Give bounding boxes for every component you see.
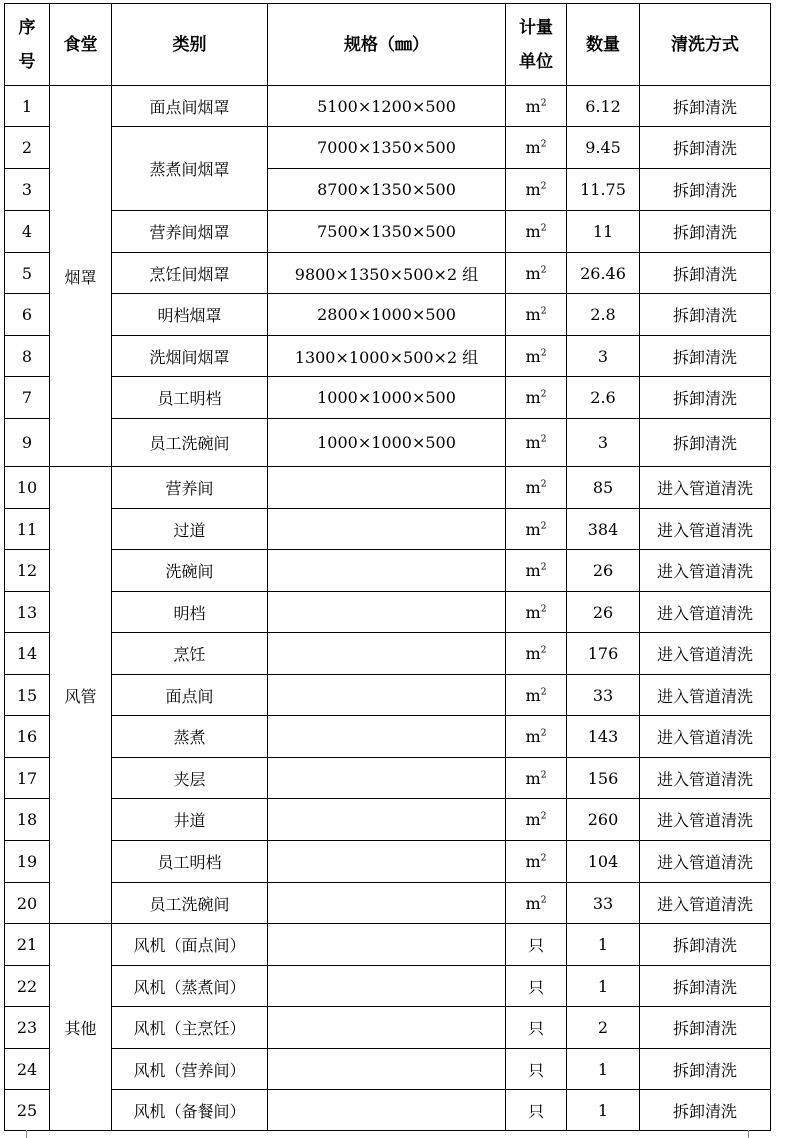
cell-unit xyxy=(506,467,567,509)
unit-text: m xyxy=(525,602,541,622)
cell-category: 员工洗碗间 xyxy=(112,883,268,924)
cell-unit xyxy=(506,966,567,1007)
table-body xyxy=(5,86,771,1131)
cell-method: 拆卸清洗 xyxy=(640,169,771,211)
table-row xyxy=(5,841,771,883)
cell-canteen: 烟罩 xyxy=(50,86,112,467)
cell-qty: 2.6 xyxy=(567,377,640,419)
cell-method: 进入管道清洗 xyxy=(640,799,771,841)
cell-category: 营养间 xyxy=(112,467,268,509)
unit-text: m xyxy=(525,180,541,199)
cell-unit xyxy=(506,509,567,550)
cell-seq: 23 xyxy=(5,1007,50,1049)
cell-unit xyxy=(506,336,567,377)
cell-method: 拆卸清洗 xyxy=(640,1049,771,1090)
cell-spec xyxy=(268,758,506,799)
cell-category: 洗烟间烟罩 xyxy=(112,336,268,377)
cell-category: 风机（营养间） xyxy=(112,1049,268,1090)
cell-spec xyxy=(268,1007,506,1049)
cell-qty: 6.12 xyxy=(567,86,640,127)
unit-superscript: 2 xyxy=(540,562,547,573)
unit-text: m xyxy=(525,644,541,663)
unit-superscript: 2 xyxy=(540,770,547,781)
cell-unit xyxy=(506,211,567,253)
cell-seq: 7 xyxy=(5,377,50,419)
cell-seq: 1 xyxy=(5,86,50,127)
header-category: 类别 xyxy=(112,4,268,86)
cell-qty: 104 xyxy=(567,841,640,883)
cell-method: 拆卸清洗 xyxy=(640,211,771,253)
cell-method: 拆卸清洗 xyxy=(640,336,771,377)
cell-qty: 85 xyxy=(567,467,640,509)
header-method: 清洗方式 xyxy=(640,4,771,86)
cell-unit xyxy=(506,550,567,592)
unit-superscript: 2 xyxy=(540,223,547,234)
unit-text: m xyxy=(525,893,541,913)
cell-category: 面点间 xyxy=(112,675,268,716)
unit-text: m xyxy=(525,478,541,497)
cell-spec xyxy=(268,841,506,883)
cell-method: 进入管道清洗 xyxy=(640,633,771,675)
cell-category: 过道 xyxy=(112,509,268,550)
cell-unit xyxy=(506,716,567,758)
table-row xyxy=(5,675,771,716)
cell-category: 员工明档 xyxy=(112,377,268,419)
cell-spec: 2800×1000×500 xyxy=(268,294,506,336)
unit-superscript: 2 xyxy=(540,811,547,822)
unit-text: 只 xyxy=(527,1101,544,1121)
cell-method: 拆卸清洗 xyxy=(640,377,771,419)
cell-qty: 11.75 xyxy=(567,169,640,211)
header-unit: 计量 单位 xyxy=(506,4,567,86)
cell-unit xyxy=(506,924,567,966)
cleaning-schedule-table xyxy=(4,3,771,1131)
table-row xyxy=(5,966,771,1007)
cell-unit xyxy=(506,294,567,336)
cell-seq: 15 xyxy=(5,675,50,716)
table-row xyxy=(5,799,771,841)
unit-text: m xyxy=(525,96,541,116)
cell-seq: 3 xyxy=(5,169,50,211)
cell-qty: 3 xyxy=(567,419,640,467)
cell-method: 拆卸清洗 xyxy=(640,1090,771,1131)
header-spec: 规格（㎜） xyxy=(268,4,506,86)
cell-unit xyxy=(506,253,567,294)
cell-seq: 16 xyxy=(5,716,50,758)
unit-text: m xyxy=(525,685,541,705)
cell-seq: 24 xyxy=(5,1049,50,1090)
unit-text: m xyxy=(525,727,541,746)
unit-text: m xyxy=(525,305,541,324)
page-corner-mark-right xyxy=(748,1130,749,1138)
unit-superscript: 2 xyxy=(540,728,547,739)
cell-seq: 5 xyxy=(5,253,50,294)
cell-category: 夹层 xyxy=(112,758,268,799)
cell-spec xyxy=(268,924,506,966)
cell-category: 营养间烟罩 xyxy=(112,211,268,253)
unit-superscript: 2 xyxy=(540,434,547,445)
cell-spec: 5100×1200×500 xyxy=(268,86,506,127)
cell-qty: 1 xyxy=(567,1090,640,1131)
cell-unit xyxy=(506,841,567,883)
unit-text: m xyxy=(525,433,541,452)
cell-seq: 20 xyxy=(5,883,50,924)
cell-category: 员工明档 xyxy=(112,841,268,883)
cell-category: 蒸煮 xyxy=(112,716,268,758)
cell-seq: 14 xyxy=(5,633,50,675)
unit-superscript: 2 xyxy=(540,98,547,109)
unit-superscript: 2 xyxy=(540,479,547,490)
unit-text: m xyxy=(525,810,541,829)
header-seq: 序 号 xyxy=(5,4,50,86)
cell-seq: 17 xyxy=(5,758,50,799)
cell-unit xyxy=(506,169,567,211)
table-row xyxy=(5,211,771,253)
cell-method: 进入管道清洗 xyxy=(640,509,771,550)
unit-text: 只 xyxy=(527,977,544,997)
table-row xyxy=(5,758,771,799)
cell-spec xyxy=(268,716,506,758)
cell-seq: 12 xyxy=(5,550,50,592)
cell-spec xyxy=(268,1049,506,1090)
cell-qty: 1 xyxy=(567,924,640,966)
cell-method: 拆卸清洗 xyxy=(640,1007,771,1049)
cell-category: 井道 xyxy=(112,799,268,841)
cell-method: 进入管道清洗 xyxy=(640,550,771,592)
table-row xyxy=(5,419,771,467)
table-row xyxy=(5,1090,771,1131)
cell-unit xyxy=(506,675,567,716)
table-row xyxy=(5,377,771,419)
cell-seq: 9 xyxy=(5,419,50,467)
cell-seq: 18 xyxy=(5,799,50,841)
cell-unit xyxy=(506,377,567,419)
unit-superscript: 2 xyxy=(540,139,547,150)
cell-seq: 21 xyxy=(5,924,50,966)
cell-unit xyxy=(506,86,567,127)
unit-text: m xyxy=(525,561,541,580)
cell-seq: 6 xyxy=(5,294,50,336)
unit-superscript: 2 xyxy=(540,265,547,276)
unit-superscript: 2 xyxy=(540,604,547,615)
cell-qty: 26 xyxy=(567,592,640,633)
cell-category: 风机（备餐间） xyxy=(112,1090,268,1131)
cell-seq: 10 xyxy=(5,467,50,509)
cell-spec: 7000×1350×500 xyxy=(268,127,506,169)
table-row xyxy=(5,883,771,924)
cell-qty: 2.8 xyxy=(567,294,640,336)
cell-qty: 26.46 xyxy=(567,253,640,294)
cell-spec: 9800×1350×500×2 组 xyxy=(268,253,506,294)
cell-spec xyxy=(268,966,506,1007)
table-row xyxy=(5,633,771,675)
cell-method: 拆卸清洗 xyxy=(640,294,771,336)
cell-unit xyxy=(506,592,567,633)
cell-method: 拆卸清洗 xyxy=(640,966,771,1007)
cell-qty: 33 xyxy=(567,675,640,716)
unit-text: m xyxy=(525,852,541,871)
table-row xyxy=(5,1049,771,1090)
table-row xyxy=(5,294,771,336)
unit-text: m xyxy=(525,346,541,366)
cell-method: 拆卸清洗 xyxy=(640,86,771,127)
cell-qty: 156 xyxy=(567,758,640,799)
cell-qty: 260 xyxy=(567,799,640,841)
cell-canteen: 其他 xyxy=(50,924,112,1131)
header-canteen: 食堂 xyxy=(50,4,112,86)
cell-category: 风机（蒸煮间） xyxy=(112,966,268,1007)
unit-superscript: 2 xyxy=(540,645,547,656)
table-row xyxy=(5,467,771,509)
cell-category: 面点间烟罩 xyxy=(112,86,268,127)
cell-method: 拆卸清洗 xyxy=(640,127,771,169)
cell-category: 风机（主烹饪） xyxy=(112,1007,268,1049)
cell-qty: 33 xyxy=(567,883,640,924)
cell-qty: 176 xyxy=(567,633,640,675)
cell-method: 拆卸清洗 xyxy=(640,924,771,966)
table-row xyxy=(5,509,771,550)
unit-text: 只 xyxy=(527,1019,544,1038)
cell-method: 进入管道清洗 xyxy=(640,758,771,799)
cell-category: 蒸煮间烟罩 xyxy=(112,127,268,211)
table-row xyxy=(5,716,771,758)
cell-qty: 1 xyxy=(567,1049,640,1090)
cell-method: 进入管道清洗 xyxy=(640,592,771,633)
cell-spec: 1000×1000×500 xyxy=(268,377,506,419)
cell-spec xyxy=(268,633,506,675)
unit-superscript: 2 xyxy=(540,181,547,192)
table-row xyxy=(5,127,771,169)
cell-unit xyxy=(506,883,567,924)
cell-unit xyxy=(506,1090,567,1131)
cell-spec xyxy=(268,467,506,509)
unit-text: m xyxy=(525,768,541,788)
cell-seq: 13 xyxy=(5,592,50,633)
cell-spec: 1300×1000×500×2 组 xyxy=(268,336,506,377)
header-qty: 数量 xyxy=(567,4,640,86)
table-row xyxy=(5,1007,771,1049)
cell-category: 风机（面点间） xyxy=(112,924,268,966)
cell-category: 洗碗间 xyxy=(112,550,268,592)
cell-qty: 9.45 xyxy=(567,127,640,169)
table-row xyxy=(5,253,771,294)
cell-spec xyxy=(268,799,506,841)
cell-canteen: 风管 xyxy=(50,467,112,924)
unit-text: m xyxy=(525,222,541,241)
unit-text: m xyxy=(525,263,541,283)
cell-category: 烹饪间烟罩 xyxy=(112,253,268,294)
table-row xyxy=(5,924,771,966)
cell-seq: 11 xyxy=(5,509,50,550)
cell-qty: 3 xyxy=(567,336,640,377)
unit-superscript: 2 xyxy=(540,348,547,359)
unit-superscript: 2 xyxy=(540,687,547,698)
cell-unit xyxy=(506,1049,567,1090)
cell-qty: 2 xyxy=(567,1007,640,1049)
unit-text: 只 xyxy=(527,1060,544,1080)
cell-spec xyxy=(268,550,506,592)
unit-text: m xyxy=(525,138,541,157)
table-row xyxy=(5,550,771,592)
table-row xyxy=(5,336,771,377)
cell-spec xyxy=(268,675,506,716)
cell-spec xyxy=(268,509,506,550)
cell-method: 进入管道清洗 xyxy=(640,883,771,924)
cell-spec: 8700×1350×500 xyxy=(268,169,506,211)
cell-qty: 143 xyxy=(567,716,640,758)
cell-unit xyxy=(506,127,567,169)
cell-seq: 2 xyxy=(5,127,50,169)
cell-method: 拆卸清洗 xyxy=(640,419,771,467)
cell-qty: 384 xyxy=(567,509,640,550)
unit-superscript: 2 xyxy=(540,521,547,532)
cell-method: 拆卸清洗 xyxy=(640,253,771,294)
cell-seq: 4 xyxy=(5,211,50,253)
unit-text: m xyxy=(525,388,541,407)
cell-method: 进入管道清洗 xyxy=(640,716,771,758)
cell-category: 员工洗碗间 xyxy=(112,419,268,467)
cell-seq: 25 xyxy=(5,1090,50,1131)
table-row xyxy=(5,592,771,633)
unit-text: 只 xyxy=(527,936,544,955)
cell-spec: 1000×1000×500 xyxy=(268,419,506,467)
cell-spec xyxy=(268,592,506,633)
cell-method: 进入管道清洗 xyxy=(640,467,771,509)
cell-method: 进入管道清洗 xyxy=(640,675,771,716)
cell-spec: 7500×1350×500 xyxy=(268,211,506,253)
cell-spec xyxy=(268,883,506,924)
cell-seq: 8 xyxy=(5,336,50,377)
cell-qty: 1 xyxy=(567,966,640,1007)
cell-qty: 26 xyxy=(567,550,640,592)
cell-spec xyxy=(268,1090,506,1131)
cell-category: 烹饪 xyxy=(112,633,268,675)
header-row xyxy=(5,4,771,86)
cell-seq: 19 xyxy=(5,841,50,883)
cell-unit xyxy=(506,758,567,799)
cell-unit xyxy=(506,419,567,467)
page-corner-mark-left xyxy=(26,1130,27,1138)
unit-superscript: 2 xyxy=(540,853,547,864)
cell-category: 明档 xyxy=(112,592,268,633)
unit-superscript: 2 xyxy=(540,895,547,906)
cell-unit xyxy=(506,1007,567,1049)
cell-method: 进入管道清洗 xyxy=(640,841,771,883)
unit-text: m xyxy=(525,519,541,539)
cell-seq: 22 xyxy=(5,966,50,1007)
cell-unit xyxy=(506,633,567,675)
cell-category: 明档烟罩 xyxy=(112,294,268,336)
table-row xyxy=(5,86,771,127)
unit-superscript: 2 xyxy=(540,306,547,317)
cell-qty: 11 xyxy=(567,211,640,253)
unit-superscript: 2 xyxy=(540,389,547,400)
cell-unit xyxy=(506,799,567,841)
